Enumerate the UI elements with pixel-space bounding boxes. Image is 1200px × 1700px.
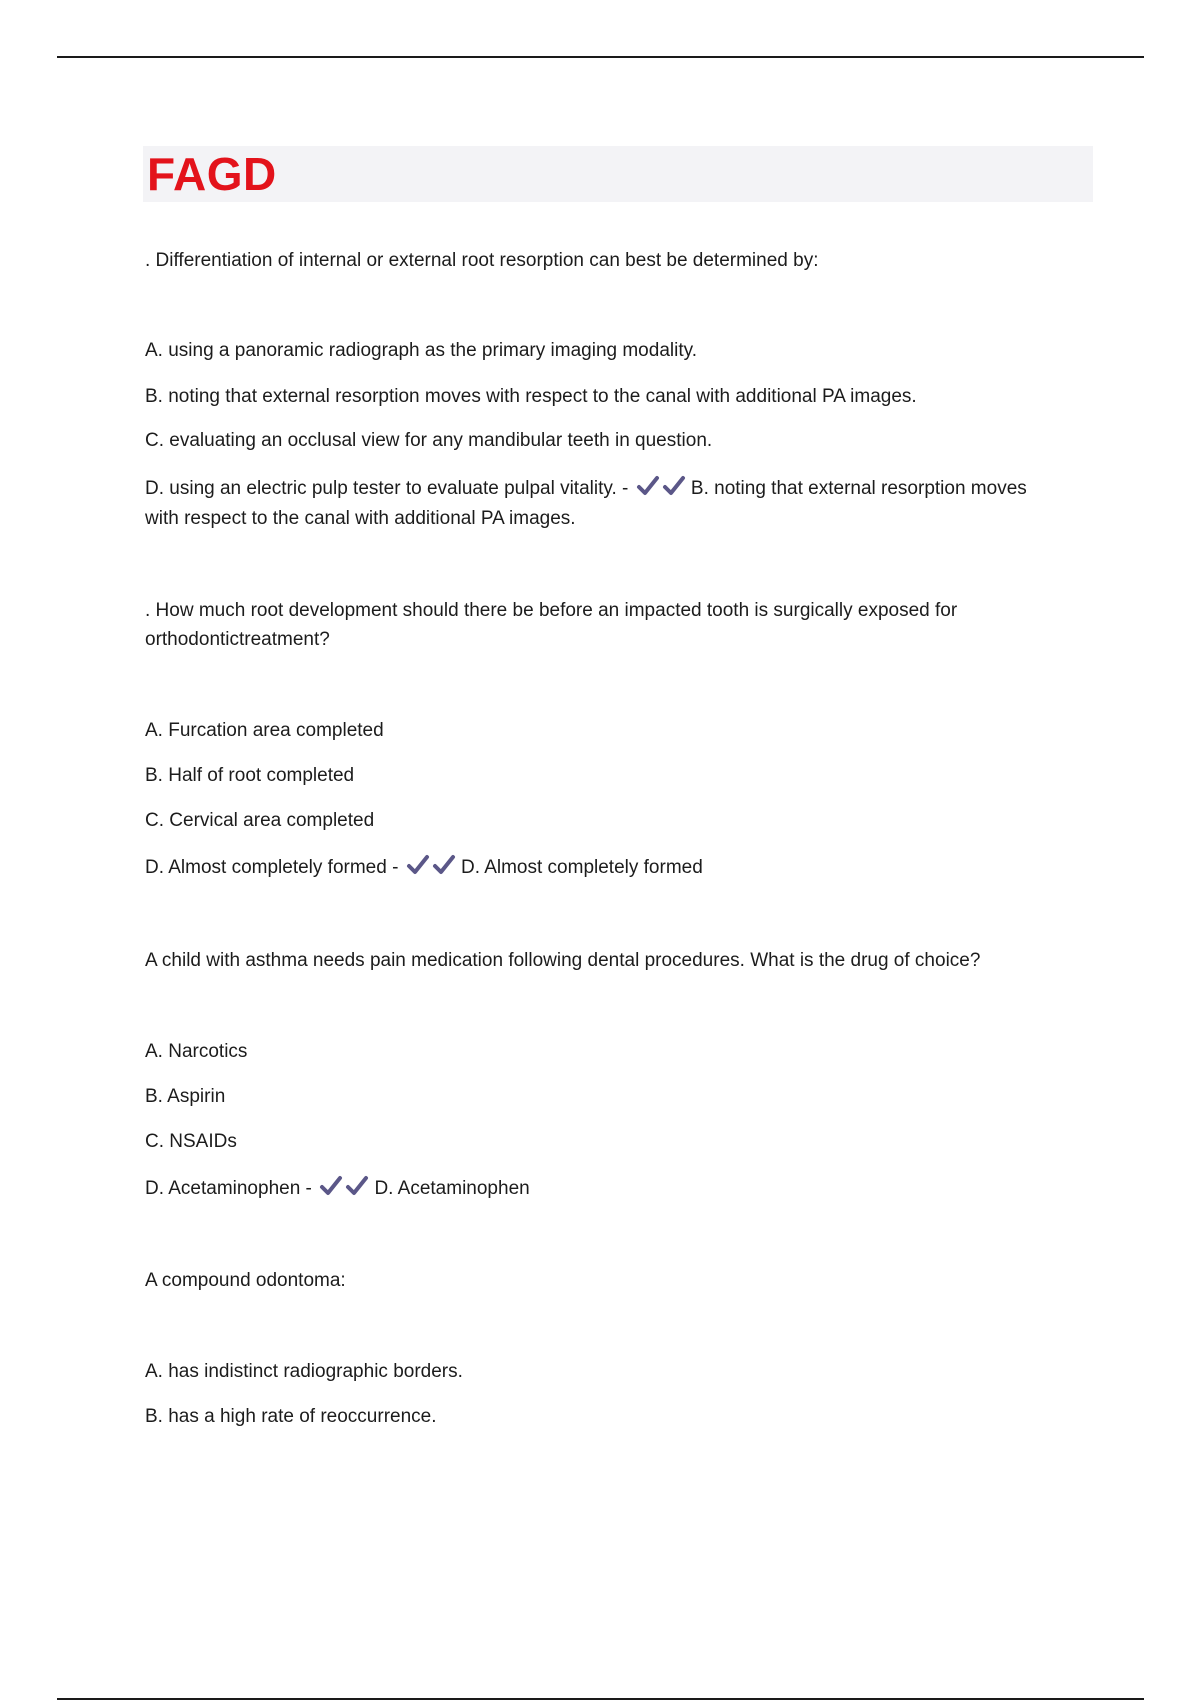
question-1-option-a: A. using a panoramic radiograph as the primary imaging modality. bbox=[145, 340, 697, 361]
page-title: FAGD bbox=[147, 148, 277, 200]
title-band bbox=[143, 146, 1093, 202]
question-3-stem: A child with asthma needs pain medication following dental procedures. What is the drug of choice? bbox=[145, 950, 981, 971]
question-3-answer: D. Acetaminophen bbox=[374, 1178, 530, 1199]
question-1-option-d-label: D. using an electric pulp tester to evaluate pulpal vitality. - bbox=[145, 478, 629, 499]
check-icon bbox=[662, 475, 686, 497]
question-3-option-d-label: D. Acetaminophen - bbox=[145, 1178, 312, 1199]
question-2-answer: D. Almost completely formed bbox=[460, 857, 703, 878]
question-3-option-b: B. Aspirin bbox=[145, 1086, 226, 1107]
check-icon bbox=[319, 1175, 343, 1197]
question-4-option-b: B. has a high rate of reoccurrence. bbox=[145, 1406, 437, 1427]
question-1-answer: B. noting that external resorption moves with respect to the canal with additional PA images. bbox=[145, 478, 1027, 529]
header-rule bbox=[57, 56, 1144, 58]
question-1-option-b: B. noting that external resorption moves with respect to the canal with additional PA images. bbox=[145, 386, 917, 407]
question-2-option-b: B. Half of root completed bbox=[145, 765, 355, 786]
question-2-option-d-label: D. Almost completely formed - bbox=[145, 857, 399, 878]
check-icon bbox=[406, 854, 430, 876]
question-3-option-c: C. NSAIDs bbox=[145, 1131, 237, 1152]
question-4-stem: A compound odontoma: bbox=[145, 1270, 346, 1291]
question-1-stem: . Differentiation of internal or external root resorption can best be determined by: bbox=[145, 250, 819, 271]
question-1-option-d bbox=[145, 474, 1045, 534]
question-2-stem: . How much root development should there be before an impacted tooth is surgically exposed for orthodontictreatment? bbox=[145, 600, 958, 650]
question-2-option-d bbox=[145, 853, 703, 883]
question-2-option-a: A. Furcation area completed bbox=[145, 720, 384, 741]
check-icon bbox=[636, 475, 660, 497]
check-icon bbox=[345, 1175, 369, 1197]
question-3-option-a: A. Narcotics bbox=[145, 1041, 248, 1062]
question-1-option-c: C. evaluating an occlusal view for any mandibular teeth in question. bbox=[145, 430, 713, 451]
question-2-option-c: C. Cervical area completed bbox=[145, 810, 375, 831]
check-icon bbox=[432, 854, 456, 876]
question-3-option-d bbox=[145, 1174, 530, 1204]
question-4-option-a: A. has indistinct radiographic borders. bbox=[145, 1361, 463, 1382]
